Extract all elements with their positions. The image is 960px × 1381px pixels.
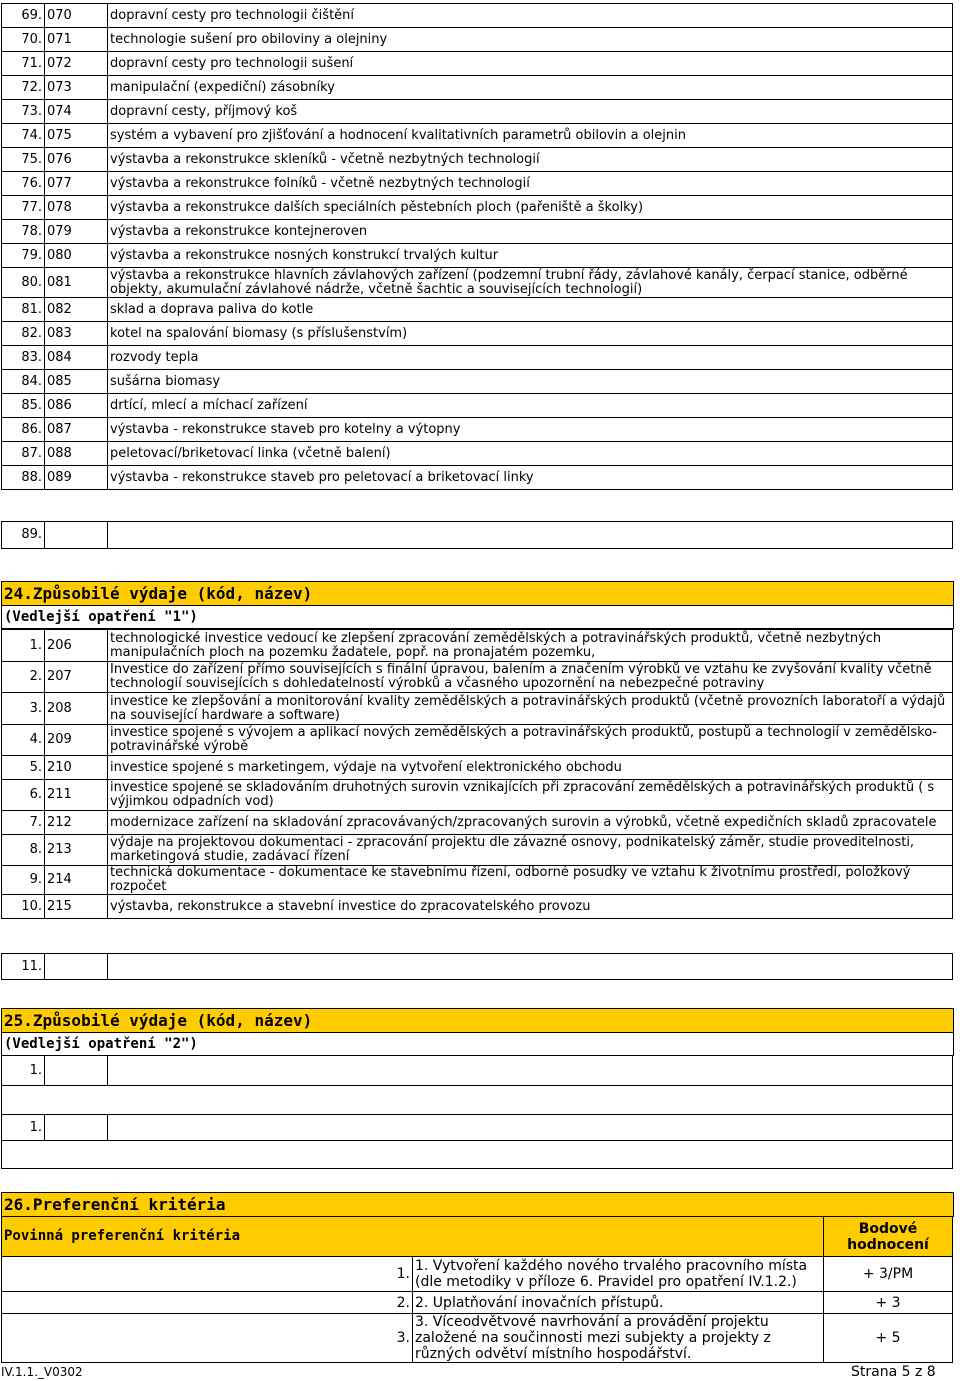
expense-code: 213 <box>45 835 108 866</box>
code-row <box>2 811 953 835</box>
expense-description: peletovací/briketovací linka (včetně balení) <box>108 442 953 466</box>
expense-code: 085 <box>45 370 108 394</box>
expense-description: výstavba a rekonstrukce kontejneroven <box>108 220 953 244</box>
row-number: 69. <box>2 4 45 28</box>
row-number: 79. <box>2 244 45 268</box>
criteria-row <box>2 1292 953 1314</box>
expense-description: kotel na spalování biomasy (s příslušenstvím) <box>108 322 953 346</box>
row-number: 11. <box>2 954 45 980</box>
code-row <box>2 322 953 346</box>
expense-code: 082 <box>45 298 108 322</box>
row-89 <box>1 521 953 549</box>
code-row <box>2 4 953 28</box>
criteria-table <box>1 1216 953 1363</box>
expense-code: 215 <box>45 895 108 919</box>
expense-code: 084 <box>45 346 108 370</box>
expense-description: dopravní cesty, příjmový koš <box>108 100 953 124</box>
footer-doc-id: IV.1.1._V0302 <box>1 1365 83 1379</box>
criteria-score: + 5 <box>824 1314 953 1363</box>
code-row <box>2 370 953 394</box>
expense-code: 087 <box>45 418 108 442</box>
codes-table-top <box>1 3 953 490</box>
expense-description: technologie sušení pro obiloviny a olejniny <box>108 28 953 52</box>
expense-description: výstavba - rekonstrukce staveb pro kotelny a výtopny <box>108 418 953 442</box>
expense-code: 212 <box>45 811 108 835</box>
criteria-number: 3. <box>2 1314 413 1363</box>
expense-description: dopravní cesty pro technologii čištění <box>108 4 953 28</box>
codes-table-24 <box>1 629 953 919</box>
section-26-header <box>1 1192 954 1217</box>
criteria-number: 1. <box>2 1257 413 1292</box>
row-number: 77. <box>2 196 45 220</box>
code-row <box>2 196 953 220</box>
row-number: 82. <box>2 322 45 346</box>
score-header: Bodové hodnocení <box>824 1217 953 1257</box>
row-number: 1. <box>2 1056 45 1086</box>
row-number: 7. <box>2 811 45 835</box>
code-row <box>2 100 953 124</box>
code-row <box>2 346 953 370</box>
code-row <box>2 693 953 725</box>
expense-code: 211 <box>45 780 108 811</box>
expense-description: Investice do zařízení přímo souvisejících s finální úpravou, balením a značením výrobků ve vztahu ke zvyšování kvality včetně technologií souvisejících s dohledatelností výrobků a včasného upozornění na nebezpečné potraviny <box>108 662 953 693</box>
row-number: 87. <box>2 442 45 466</box>
expense-description: výdaje na projektovou dokumentaci - zpracování projektu dle závazné osnovy, podnikatelský záměr, studie proveditelnosti, marketingová studie, zadávací řízení <box>108 835 953 866</box>
row-number: 71. <box>2 52 45 76</box>
criteria-score: + 3/PM <box>824 1257 953 1292</box>
code-row <box>2 220 953 244</box>
expense-code: 073 <box>45 76 108 100</box>
code-row <box>2 298 953 322</box>
expense-code: 076 <box>45 148 108 172</box>
expense-description: výstavba, rekonstrukce a stavební investice do zpracovatelského provozu <box>108 895 953 919</box>
row-number: 70. <box>2 28 45 52</box>
expense-code: 078 <box>45 196 108 220</box>
expense-description: výstavba - rekonstrukce staveb pro peletovací a briketovací linky <box>108 466 953 490</box>
expense-code: 077 <box>45 172 108 196</box>
code-row <box>2 52 953 76</box>
row-number: 78. <box>2 220 45 244</box>
criteria-row <box>2 1314 953 1363</box>
code-row <box>2 895 953 919</box>
row-number: 2. <box>2 662 45 693</box>
row-number: 8. <box>2 835 45 866</box>
expense-description: manipulační (expediční) zásobníky <box>108 76 953 100</box>
code-row <box>2 244 953 268</box>
expense-description: dopravní cesty pro technologii sušení <box>108 52 953 76</box>
expense-code: 086 <box>45 394 108 418</box>
section-26-title: 26.Preferenční kritéria <box>4 1195 226 1214</box>
expense-code: 071 <box>45 28 108 52</box>
row-number: 85. <box>2 394 45 418</box>
row-number: 74. <box>2 124 45 148</box>
expense-description: modernizace zařízení na skladování zpracovávaných/zpracovaných surovin a výrobků, včetně expedičních skladů zpracovatele <box>108 811 953 835</box>
section-25-subheader <box>1 1032 954 1056</box>
expense-description: výstavba a rekonstrukce folníků - včetně nezbytných technologií <box>108 172 953 196</box>
row-number: 9. <box>2 866 45 895</box>
row-number: 72. <box>2 76 45 100</box>
expense-description: výstavba a rekonstrukce hlavních závlahových zařízení (podzemní trubní řády, závlahové kanály, čerpací stanice, odběrné objekty, akumulační závlahové nádrže, včetně šachtic a souvisejících technologií) <box>108 268 953 298</box>
code-row <box>2 394 953 418</box>
expense-description: investice spojené s marketingem, výdaje na vytvoření elektronického obchodu <box>108 756 953 780</box>
row-number: 4. <box>2 725 45 756</box>
criteria-description: 1. Vytvoření každého nového trvalého pracovního místa (dle metodiky v příloze 6. Pravidel pro opatření IV.1.2.) <box>413 1257 824 1292</box>
row-number: 80. <box>2 268 45 298</box>
row-number: 84. <box>2 370 45 394</box>
expense-description: technologické investice vedoucí ke zlepšení zpracování zemědělských a potravinářských produktů, včetně nezbytných manipulačních ploch na pozemku žadatele, popř. na pronajatém pozemku, <box>108 630 953 662</box>
section-25-subtitle: (Vedlejší opatření "2") <box>4 1036 198 1052</box>
expense-code: 210 <box>45 756 108 780</box>
expense-description: drtící, mlecí a míchací zařízení <box>108 394 953 418</box>
code-row <box>2 866 953 895</box>
row-number: 1. <box>2 630 45 662</box>
row-number: 5. <box>2 756 45 780</box>
row-number: 88. <box>2 466 45 490</box>
criteria-subtitle: Povinná preferenční kritéria <box>4 1228 241 1244</box>
code-row <box>2 76 953 100</box>
expense-code: 088 <box>45 442 108 466</box>
code-row <box>2 124 953 148</box>
expense-description: investice spojené se skladováním druhotných surovin vznikajících při zpracování zemědělských a potravinářských produktů ( s výjimkou odpadních vod) <box>108 780 953 811</box>
expense-description: systém a vybavení pro zjišťování a hodnocení kvalitativních parametrů obilovin a olejnin <box>108 124 953 148</box>
row-11 <box>1 953 953 980</box>
criteria-description: 2. Uplatňování inovačních přístupů. <box>413 1292 824 1314</box>
code-row <box>2 172 953 196</box>
expense-code: 075 <box>45 124 108 148</box>
code-row <box>2 835 953 866</box>
expense-code: 081 <box>45 268 108 298</box>
code-row <box>2 442 953 466</box>
code-row <box>2 756 953 780</box>
footer-page-number: Strana 5 z 8 <box>851 1364 936 1380</box>
expense-description: sušárna biomasy <box>108 370 953 394</box>
criteria-score: + 3 <box>824 1292 953 1314</box>
row-number: 1. <box>2 1115 45 1141</box>
section-24-subheader <box>1 605 954 629</box>
code-row <box>2 725 953 756</box>
row-number: 81. <box>2 298 45 322</box>
criteria-description: 3. Víceodvětvové navrhování a provádění projektu založené na součinnosti mezi subjekty a projekty z různých odvětví místního hospodářství. <box>413 1314 824 1363</box>
section-24-title: 24.Způsobilé výdaje (kód, název) <box>4 584 313 603</box>
row-number: 3. <box>2 693 45 725</box>
expense-code: 080 <box>45 244 108 268</box>
expense-code: 074 <box>45 100 108 124</box>
code-row <box>2 148 953 172</box>
expense-description: technická dokumentace - dokumentace ke stavebnímu řízení, odborné posudky ve vztahu k životnímu prostředí, položkový rozpočet <box>108 866 953 895</box>
expense-description: výstavba a rekonstrukce dalších speciálních pěstebních ploch (pařeniště a školky) <box>108 196 953 220</box>
row-number: 10. <box>2 895 45 919</box>
expense-code: 214 <box>45 866 108 895</box>
expense-code: 070 <box>45 4 108 28</box>
row-number: 83. <box>2 346 45 370</box>
code-row <box>2 418 953 442</box>
expense-description: výstavba a rekonstrukce nosných konstrukcí trvalých kultur <box>108 244 953 268</box>
expense-code: 083 <box>45 322 108 346</box>
row-number: 89. <box>2 522 45 549</box>
code-row <box>2 630 953 662</box>
expense-code: 208 <box>45 693 108 725</box>
section-24-header <box>1 581 954 605</box>
expense-description: rozvody tepla <box>108 346 953 370</box>
expense-code: 079 <box>45 220 108 244</box>
section-25-header <box>1 1008 954 1032</box>
expense-code: 207 <box>45 662 108 693</box>
row-number: 6. <box>2 780 45 811</box>
section-25-title: 25.Způsobilé výdaje (kód, název) <box>4 1011 313 1030</box>
expense-code: 209 <box>45 725 108 756</box>
expense-description: výstavba a rekonstrukce skleníků - včetně nezbytných technologií <box>108 148 953 172</box>
code-row <box>2 780 953 811</box>
expense-code: 089 <box>45 466 108 490</box>
section-25-table <box>1 1055 953 1169</box>
code-row <box>2 466 953 490</box>
code-row <box>2 28 953 52</box>
expense-code: 206 <box>45 630 108 662</box>
row-number: 76. <box>2 172 45 196</box>
code-row <box>2 662 953 693</box>
criteria-number: 2. <box>2 1292 413 1314</box>
row-number: 73. <box>2 100 45 124</box>
expense-description: sklad a doprava paliva do kotle <box>108 298 953 322</box>
expense-code: 072 <box>45 52 108 76</box>
row-number: 86. <box>2 418 45 442</box>
row-number: 75. <box>2 148 45 172</box>
section-24-subtitle: (Vedlejší opatření "1") <box>4 609 198 625</box>
expense-description: investice spojené s vývojem a aplikací nových zemědělských a potravinářských produktů, postupů a technologií v zemědělsko-potravinářské výrobě <box>108 725 953 756</box>
expense-description: investice ke zlepšování a monitorování kvality zemědělských a potravinářských produktů (včetně provozních laboratoří a výdajů na související hardware a software) <box>108 693 953 725</box>
criteria-row <box>2 1257 953 1292</box>
code-row <box>2 268 953 298</box>
